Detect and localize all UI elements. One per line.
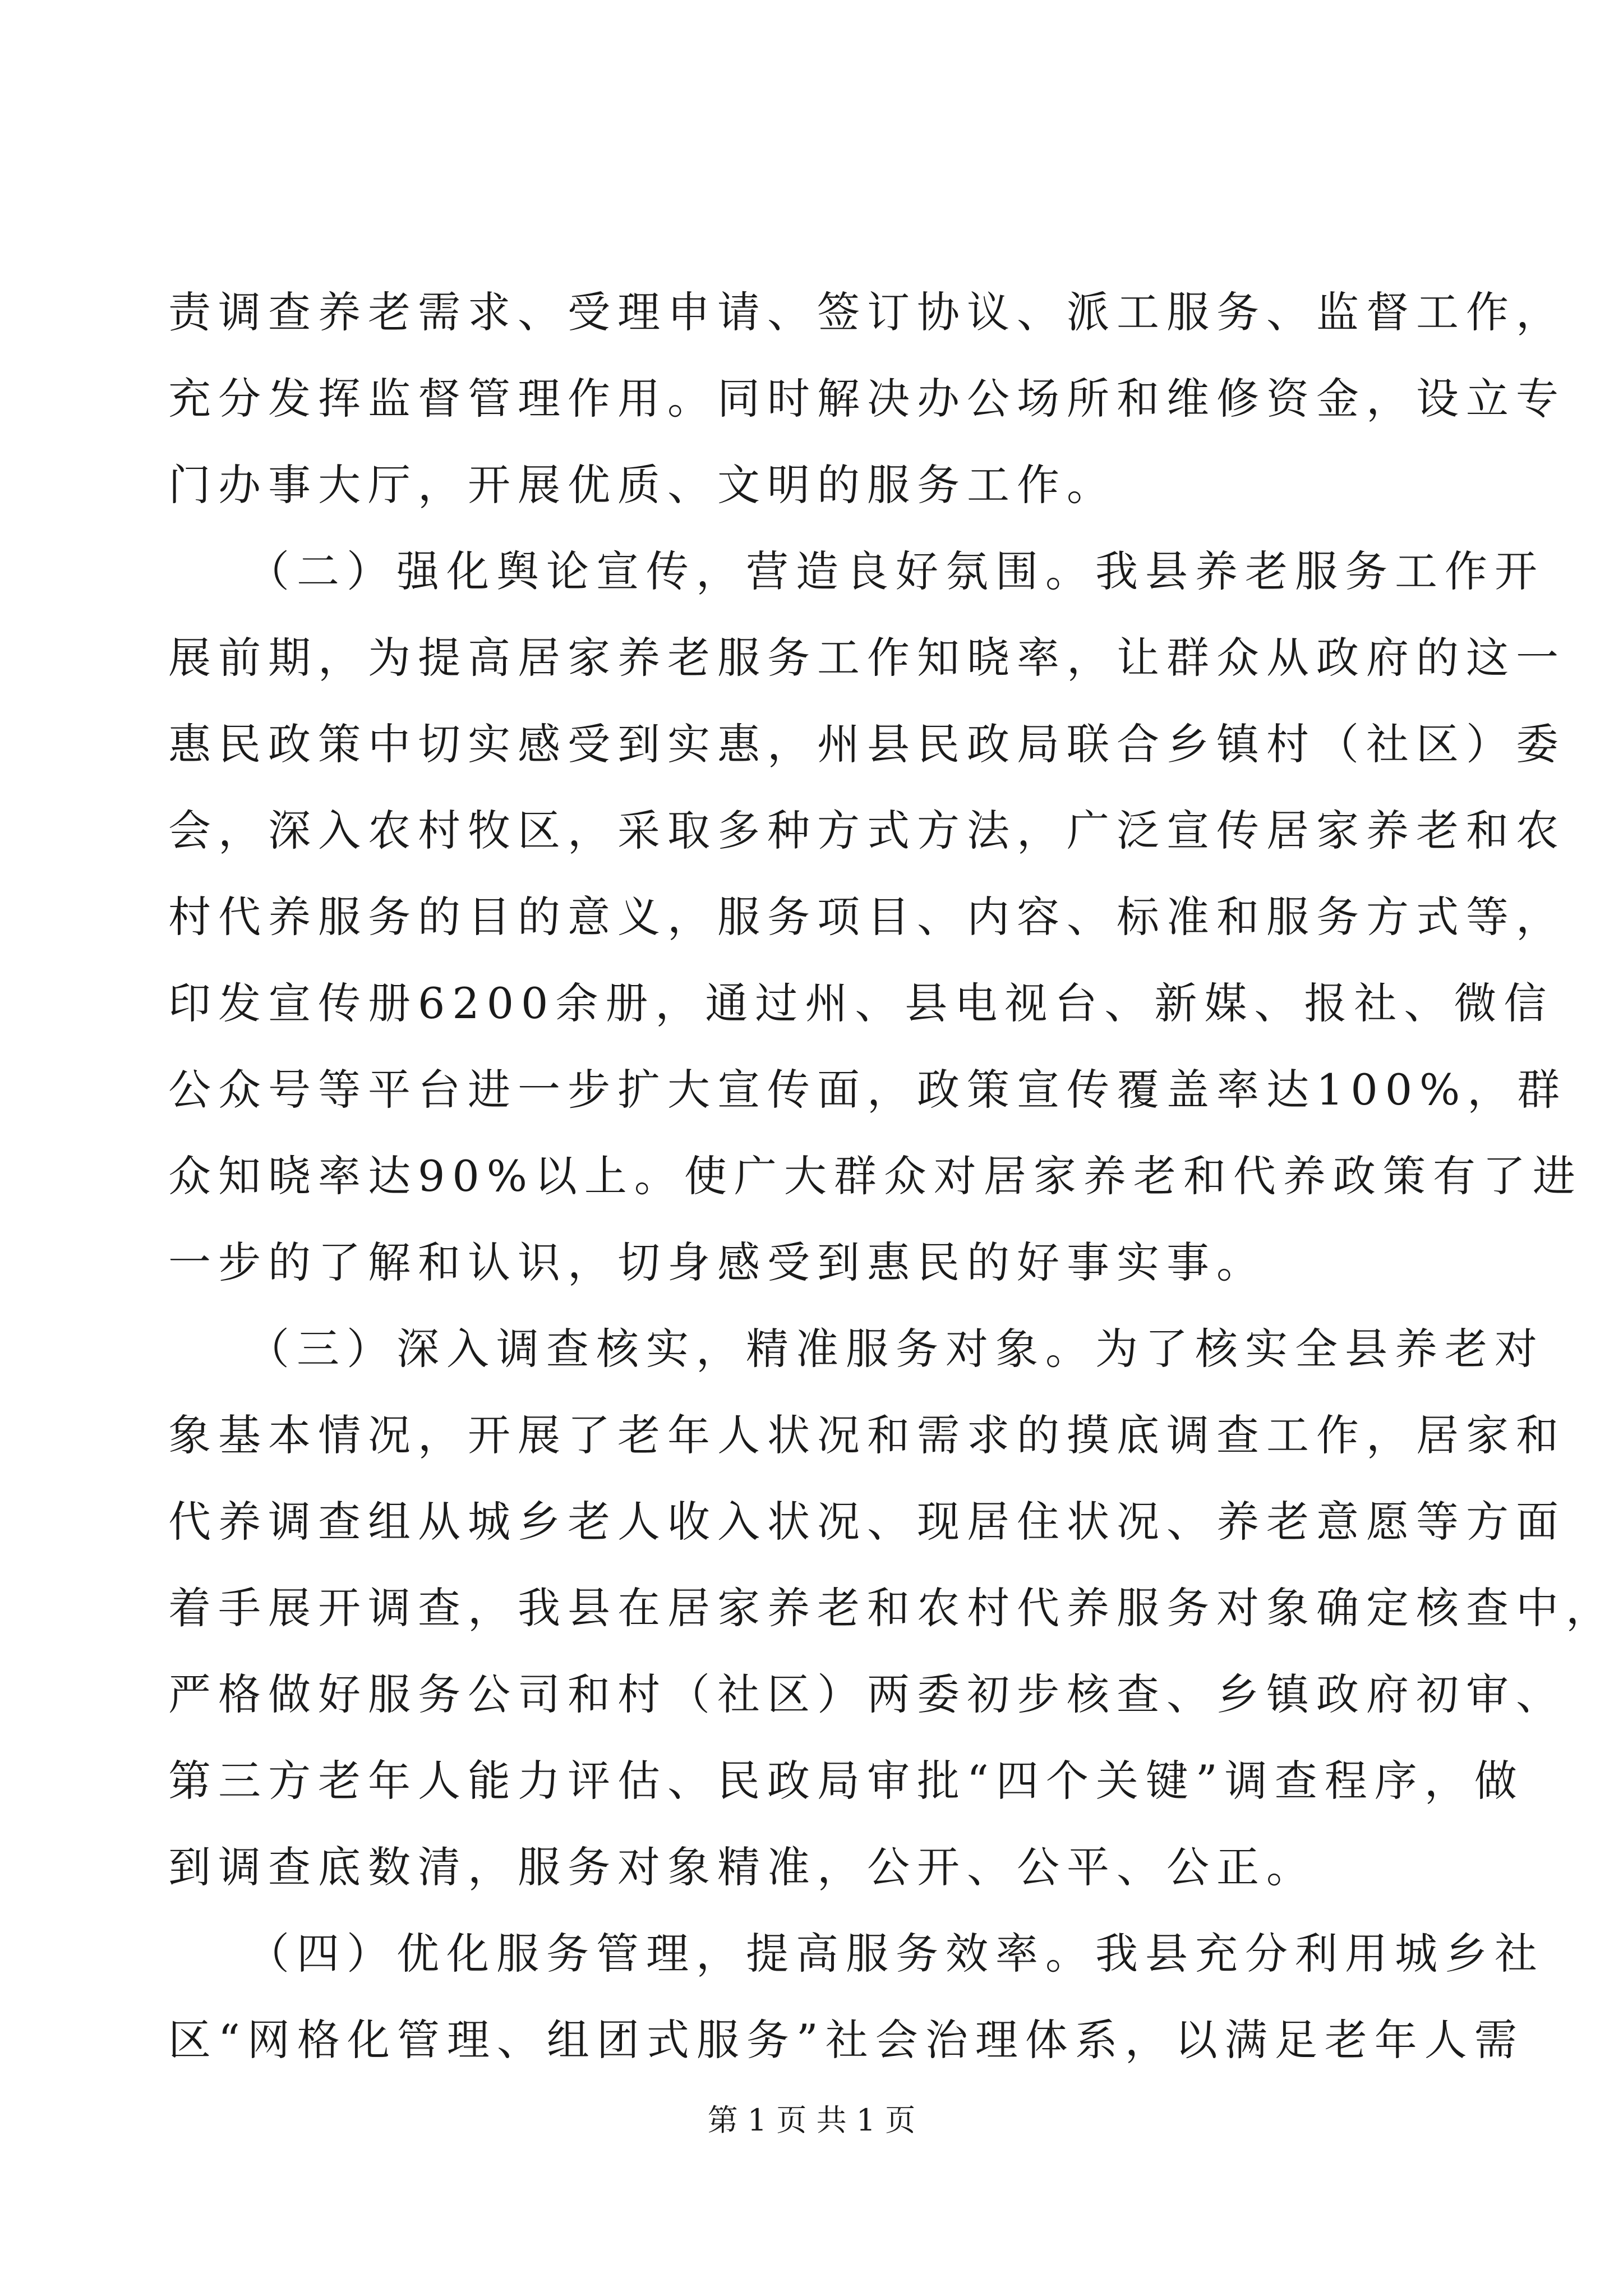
text-line-21: 区“网格化管理、组团式服务”社会治理体系，以满足老年人需 — [168, 2015, 1524, 2065]
text-line-19: 到调查底数清，服务对象精准，公开、公平、公正。 — [168, 1842, 1316, 1892]
text-line-7: 会，深入农村牧区，采取多种方式方法，广泛宣传居家养老和农 — [168, 806, 1566, 855]
text-line-4: （二）强化舆论宣传，营造良好氛围。我县养老服务工作开 — [168, 546, 1544, 596]
text-line-8: 村代养服务的目的意义，服务项目、内容、标准和服务方式等， — [168, 892, 1566, 942]
text-line-14: 象基本情况，开展了老年人状况和需求的摸底调查工作，居家和 — [168, 1410, 1566, 1460]
text-line-3: 门办事大厅，开展优质、文明的服务工作。 — [168, 460, 1117, 510]
text-line-20: （四）优化服务管理，提高服务效率。我县充分利用城乡社 — [168, 1929, 1544, 1978]
text-line-2: 充分发挥监督管理作用。同时解决办公场所和维修资金，设立专 — [168, 374, 1566, 424]
text-line-12: 一步的了解和认识，切身感受到惠民的好事实事。 — [168, 1237, 1266, 1287]
text-line-18: 第三方老年人能力评估、民政局审批“四个关键”调查程序，做 — [168, 1756, 1524, 1806]
page-number-footer: 第 1 页 共 1 页 — [707, 2102, 916, 2138]
text-line-11: 众知晓率达90%以上。使广大群众对居家养老和代养政策有了进 — [168, 1151, 1583, 1201]
document-body — [168, 269, 1616, 2083]
text-line-1: 责调查养老需求、受理申请、签订协议、派工服务、监督工作， — [168, 287, 1566, 337]
text-line-16: 着手展开调查，我县在居家养老和农村代养服务对象确定核查中， — [168, 1583, 1616, 1633]
text-line-17: 严格做好服务公司和村（社区）两委初步核查、乡镇政府初审、 — [168, 1669, 1566, 1719]
text-line-6: 惠民政策中切实感受到实惠，州县民政局联合乡镇村（社区）委 — [168, 719, 1566, 769]
text-line-13: （三）深入调查核实，精准服务对象。为了核实全县养老对 — [168, 1324, 1544, 1374]
text-line-5: 展前期，为提高居家养老服务工作知晓率，让群众从政府的这一 — [168, 633, 1566, 683]
text-line-15: 代养调查组从城乡老人收入状况、现居住状况、养老意愿等方面 — [168, 1497, 1566, 1547]
text-line-9: 印发宣传册6200余册，通过州、县电视台、新媒、报社、微信 — [168, 978, 1554, 1028]
text-line-10: 公众号等平台进一步扩大宣传面，政策宣传覆盖率达100%，群 — [168, 1065, 1567, 1115]
